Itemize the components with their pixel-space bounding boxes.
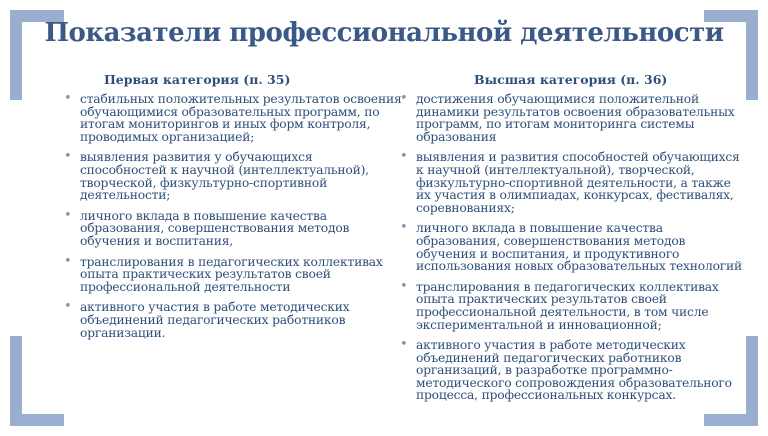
list-item: • стабильных положительных результатов освоения обучающимися образовательных программ, по итогам мониторингов и иных форм контроля, проводимых организацией;: [62, 93, 402, 143]
list-item: • выявления и развития способностей обучающихся к научной (интеллектуальной), творческой, физкультурно-спортивной деятельности, а также их участия в олимпиадах, конкурсах, фестивалях, соревнованиях;: [398, 151, 748, 214]
right-column: [398, 72, 748, 410]
left-column-heading: Первая категория (п. 35): [104, 72, 291, 87]
left-column: [62, 72, 402, 347]
right-column-heading: Высшая категория (п. 36): [474, 72, 668, 87]
list-item: • активного участия в работе методических объединений педагогических работников организации.: [62, 301, 402, 339]
list-item: • достижения обучающимися положительной динамики результатов освоения образовательных программ, по итогам мониторинга системы образования: [398, 93, 748, 143]
frame-corner-bottom-left-v: [10, 336, 22, 426]
left-bullet-list: [62, 93, 402, 339]
list-item: • выявления развития у обучающихся способностей к научной (интеллектуальной), творческой, физкультурно-спортивной деятельности;: [62, 151, 402, 201]
list-item: • транслирования в педагогических коллективах опыта практических результатов своей профессиональной деятельности: [62, 256, 402, 294]
list-item: • активного участия в работе методических объединений педагогических работников организаций, в разработке программно-методического сопровождения образовательного процесса, профессиональных конкурсах.: [398, 339, 748, 402]
slide-title: Показатели профессиональной деятельности: [44, 18, 724, 48]
list-item: • личного вклада в повышение качества образования, совершенствования методов обучения и воспитания,: [62, 210, 402, 248]
right-bullet-list: [398, 93, 748, 402]
list-item: • транслирования в педагогических коллективах опыта практических результатов своей профессиональной деятельности, в том числе экспериментальной и инновационной;: [398, 281, 748, 331]
list-item: • личного вклада в повышение качества образования, совершенствования методов обучения и воспитания, и продуктивного использования новых образовательных технологий: [398, 222, 748, 272]
